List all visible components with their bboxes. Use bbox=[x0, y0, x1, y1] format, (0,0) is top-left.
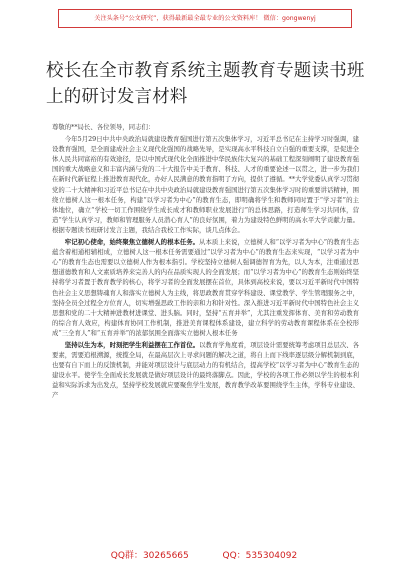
promo-banner-text: 关注头条号“公文研究”，获得最新最全最专业的公文资料库！ 微信：gongwenyj bbox=[94, 15, 316, 22]
qq-group-number[interactable]: 30265665 bbox=[142, 551, 189, 561]
qq-number[interactable]: 535304092 bbox=[245, 551, 298, 561]
salutation: 尊敬的**局长、各位领导，同志们： bbox=[52, 123, 155, 131]
paragraph-text: 以教育学角度看，项层设计需要统筹考虑项目总层次、各要素，需要追根溯源，统揽全局，在最高层次上寻求问题的解决之道，将自上而下线率逐层级分解机制到底，也要有自下而上的反馈机制，并能对项层设计与底层动力的有机结合，提高学校“以学习者为中心”教育生态的建设水平。使学生全面成长发展就是做好项层设计的最终落脚点。因此，学校的各项工作必须以学生的根本利益和实际诉求为出发点，坚持学校发展就应要聚焦学生发展，教育教学改革要围绕学生主体，学科专业建设、产 bbox=[52, 340, 359, 400]
promo-banner[interactable] bbox=[58, 9, 352, 28]
paragraph-text: 从本质上来说，立德树人和“以学习者为中心”的教育生态蕴含着相通相辅相成，立德树人这一根本任务需要通过“以学习者为中心”的教育生态来实现，“以学习者为中心”的教育生态也需要以立德树人作为根本指引。学校坚持立德树人强调德智育为先，以人为本，注重通过思想道德教育和人文素质培养来完善人的内在品质实现人的全面发展；而“以学习者为中心”的教育生态则始终坚持将学习者置于教育教学的核心，将学习者的全面发展摆在首位，具体到高校来说，要以习近平新时代中国特色社会主义思想铸魂育人和落实立德树人为主线，将思政教育贯穿学科建设、课堂教学、学生管理服务之中，坚持全员全过程全方位育人，切实增强思政工作的亲和力和针对性。深入推进习近平新时代中国特色社会主义思想和党的二十大精神进教材进课堂、进头脑。同时，坚持“五育并举”，尤其注重发挥体育、美育和劳动教育的综合育人效应，构建体育协同工作机制，推进美育课程体系建设，建立科学的劳动教育课程体系在全校形成“三全育人”和“五育并举”的浓郁氛围全面落实立德树人根本任务 bbox=[52, 238, 359, 337]
contact-footer bbox=[0, 548, 408, 561]
paragraph-intro bbox=[52, 134, 359, 235]
document-title: 校长在全市教育系统主题教育专题读书班上的研讨发言材料 bbox=[46, 61, 365, 107]
qq-label: QQ： bbox=[222, 551, 246, 561]
paragraph-text: 今年5月29日中共中央政治局就建设教育强国进行第五次集体学习，习近平总书记在主持学习时强调，建设教育强国，是全面建成社会主义现代化强国的战略先导，是实现高水平科技自立自强的重要支撑，是促进全体人民共同富裕的有效途径，是以中国式现代化全面推进中华民族伟大复兴的基础工程深刻阐明了建设教育强国的重大战略意义和丰富内涵与党的二十大报告中关于教育、科技、人才的重要论述一以贯之，进一步为我们在新时代新征程上推进教育现代化，办好人民满意的教育指明了方向，提供了遵循。**大学党委认真学习贯彻党的二十大精神和习近平总书记在中共中央政治局就建设教育强国进行第五次集体学习时的重要讲话精神，围绕立德树人这一根本任务，构建“以学习者为中心”的教育生态，即明确将学生和教师同时置于“学习者”的主体地位，确立“学校一切工作围绕学生成长成才和教师职业发展进行”的总体思路，打造师生学习共同体，营造“学生认真学习，教师和管理服务人员潜心育人”的良好氛围，着力为建设特色鲜明的高水平大学贡献力量。根据专题读书班研讨发言主题，我结合我校工作实际，谈几点体会。 bbox=[52, 135, 359, 234]
qq-group-label: QQ群： bbox=[110, 551, 143, 561]
document-body bbox=[52, 122, 359, 403]
paragraph-mission bbox=[52, 237, 359, 338]
paragraph-lead: 牢记初心使命，始终聚焦立德树人的根本任务。 bbox=[64, 238, 200, 247]
paragraph-student-first bbox=[52, 340, 359, 401]
paragraph-lead: 坚持以生为本，时刻把学生利益摆在工作首位。 bbox=[64, 340, 200, 349]
